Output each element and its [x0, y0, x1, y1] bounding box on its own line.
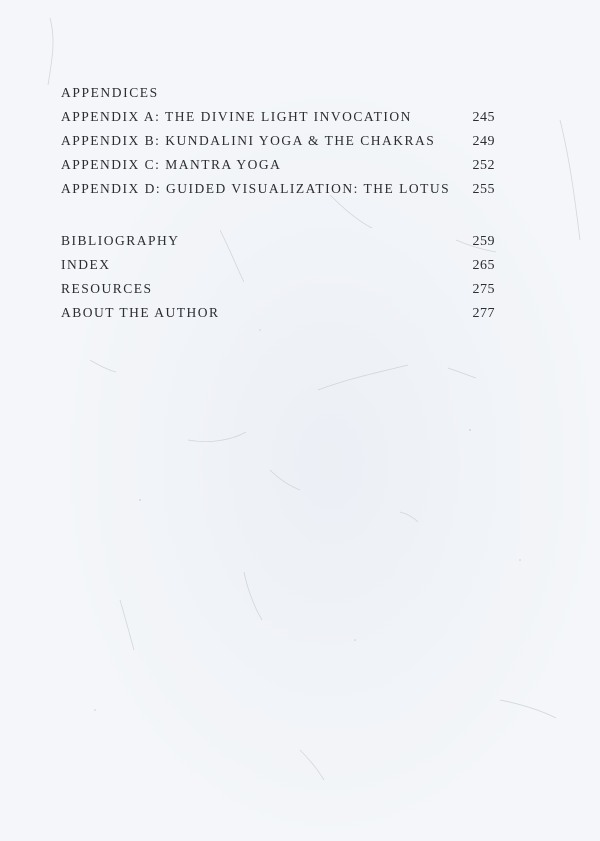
appendices-heading: APPENDICES [61, 85, 159, 100]
table-of-contents [61, 84, 495, 328]
toc-entry-page-number: 277 [472, 306, 495, 321]
toc-entry-appendix-a[interactable] [61, 108, 495, 126]
toc-entry-appendix-d[interactable] [61, 180, 495, 198]
toc-entry-bibliography[interactable] [61, 232, 495, 250]
toc-entry-about-the-author[interactable] [61, 304, 495, 322]
toc-entry-appendix-b[interactable] [61, 132, 495, 150]
toc-entry-title: APPENDIX D: GUIDED VISUALIZATION: THE LOTUS [61, 181, 451, 196]
toc-entry-page-number: 252 [472, 158, 495, 173]
toc-entry-page-number: 249 [472, 134, 495, 149]
toc-entry-index[interactable] [61, 256, 495, 274]
toc-entry-page-number: 259 [472, 234, 495, 249]
toc-entry-title: APPENDIX B: KUNDALINI YOGA & THE CHAKRAS [61, 133, 436, 148]
toc-entry-title: APPENDIX C: MANTRA YOGA [61, 157, 282, 172]
toc-entry-title: BIBLIOGRAPHY [61, 233, 180, 248]
toc-entry-title: RESOURCES [61, 281, 153, 296]
toc-entry-page-number: 255 [472, 182, 495, 197]
toc-entry-page-number: 265 [472, 258, 495, 273]
toc-entry-page-number: 275 [472, 282, 495, 297]
toc-entry-title: INDEX [61, 257, 111, 272]
toc-entry-resources[interactable] [61, 280, 495, 298]
section-spacer [61, 204, 495, 232]
toc-entry-page-number: 245 [472, 110, 495, 125]
toc-entry-title: ABOUT THE AUTHOR [61, 305, 220, 320]
toc-entry-title: APPENDIX A: THE DIVINE LIGHT INVOCATION [61, 109, 412, 124]
toc-entry-appendix-c[interactable] [61, 156, 495, 174]
